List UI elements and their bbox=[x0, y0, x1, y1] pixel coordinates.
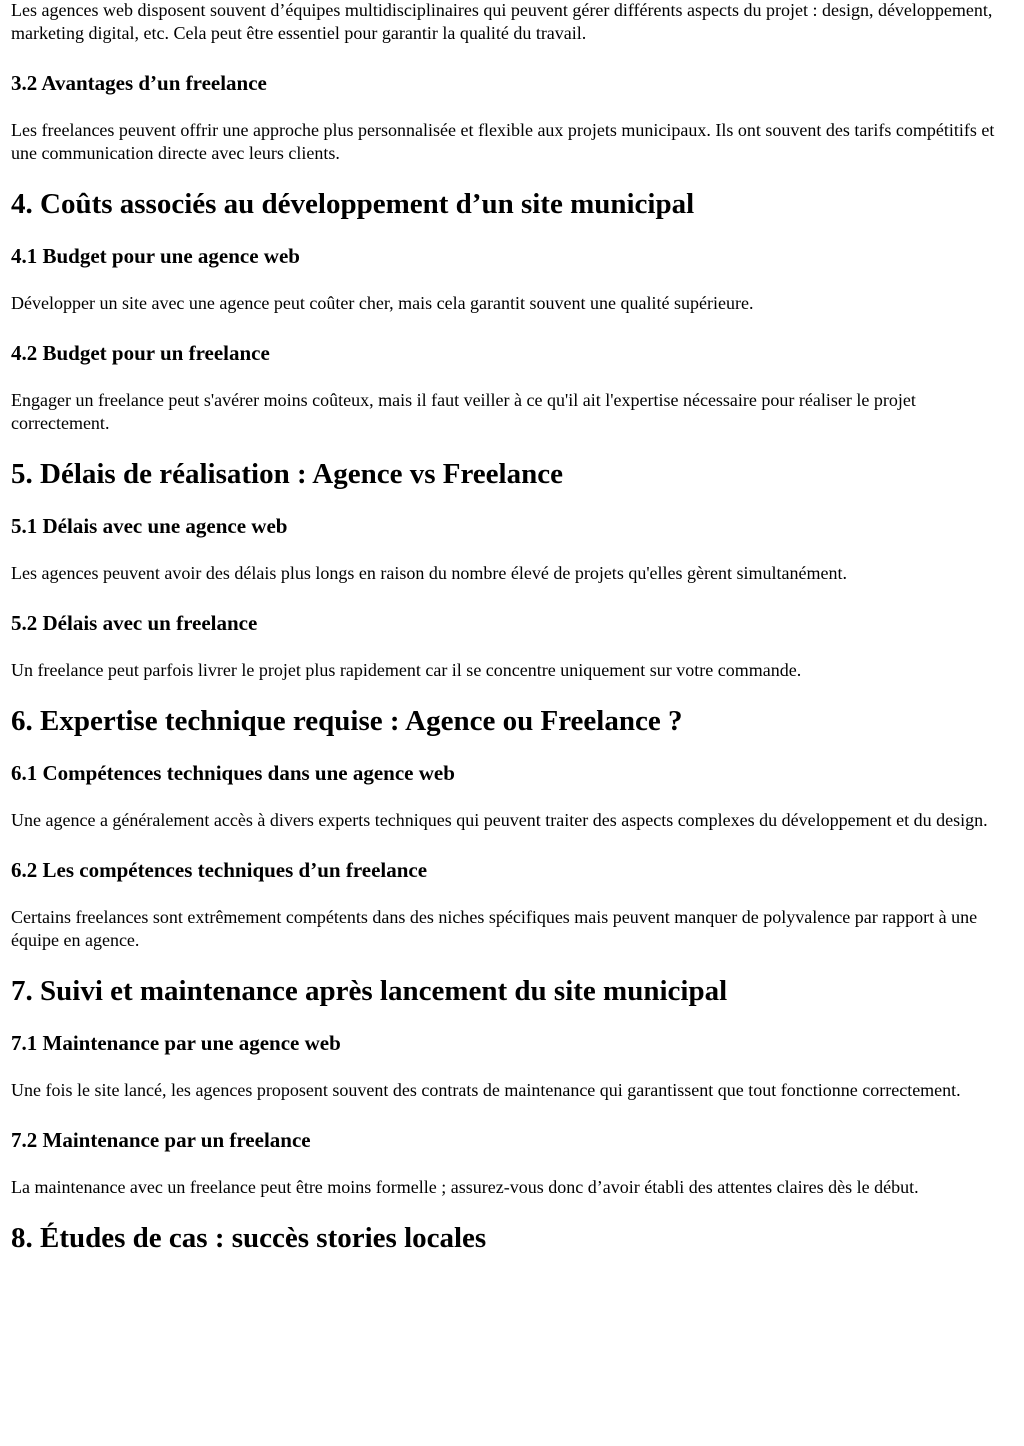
heading-7-2-freelance-maintenance: 7.2 Maintenance par un freelance bbox=[11, 1128, 311, 1152]
heading-7-1-agency-maintenance: 7.1 Maintenance par une agence web bbox=[11, 1031, 341, 1055]
paragraph-agency-maintenance: Une fois le site lancé, les agences proposent souvent des contrats de maintenance qui garantissent que tout fonctionne correctement. bbox=[11, 1080, 961, 1100]
paragraph-freelance-advantages: Les freelances peuvent offrir une approche plus personnalisée et flexible aux projets municipaux. Ils ont souvent des tarifs compétitifs et une communication directe avec leurs clients. bbox=[11, 120, 995, 163]
paragraph-agency-delays: Les agences peuvent avoir des délais plus longs en raison du nombre élevé de projets qu'elles gèrent simultanément. bbox=[11, 563, 847, 583]
heading-5-2-freelance-delays: 5.2 Délais avec un freelance bbox=[11, 611, 258, 635]
heading-7-maintenance: 7. Suivi et maintenance après lancement du site municipal bbox=[11, 975, 728, 1007]
paragraph-agency-skills: Une agence a généralement accès à divers experts techniques qui peuvent traiter des aspects complexes du développement et du design. bbox=[11, 810, 988, 830]
article-body bbox=[11, 0, 1014, 1255]
paragraph-freelance-budget: Engager un freelance peut s'avérer moins coûteux, mais il faut veiller à ce qu'il ait l'expertise nécessaire pour réaliser le projet correctement. bbox=[11, 390, 916, 433]
heading-4-costs: 4. Coûts associés au développement d’un site municipal bbox=[11, 188, 695, 220]
heading-4-2-freelance-budget: 4.2 Budget pour un freelance bbox=[11, 341, 270, 365]
heading-4-1-agency-budget: 4.1 Budget pour une agence web bbox=[11, 244, 300, 268]
heading-3-2-freelance-advantages: 3.2 Avantages d’un freelance bbox=[11, 71, 267, 95]
heading-6-2-freelance-skills: 6.2 Les compétences techniques d’un freelance bbox=[11, 858, 428, 882]
paragraph-freelance-delays: Un freelance peut parfois livrer le projet plus rapidement car il se concentre uniquement sur votre commande. bbox=[11, 660, 802, 680]
heading-6-expertise: 6. Expertise technique requise : Agence ou Freelance ? bbox=[11, 705, 683, 737]
paragraph-freelance-maintenance: La maintenance avec un freelance peut être moins formelle ; assurez-vous donc d’avoir établi des attentes claires dès le début. bbox=[11, 1177, 919, 1197]
heading-6-1-agency-skills: 6.1 Compétences techniques dans une agence web bbox=[11, 761, 455, 785]
heading-8-case-studies: 8. Études de cas : succès stories locales bbox=[11, 1222, 487, 1254]
paragraph-freelance-skills: Certains freelances sont extrêmement compétents dans des niches spécifiques mais peuvent manquer de polyvalence par rapport à une équipe en agence. bbox=[11, 907, 978, 950]
heading-5-1-agency-delays: 5.1 Délais avec une agence web bbox=[11, 514, 288, 538]
paragraph-agency-teams: Les agences web disposent souvent d’équipes multidisciplinaires qui peuvent gérer différents aspects du projet : design, développement, marketing digital, etc. Cela peut être essentiel pour garantir la qualité du travail. bbox=[11, 0, 993, 43]
heading-5-delays: 5. Délais de réalisation : Agence vs Freelance bbox=[11, 458, 563, 490]
paragraph-agency-budget: Développer un site avec une agence peut coûter cher, mais cela garantit souvent une qualité supérieure. bbox=[11, 293, 754, 313]
